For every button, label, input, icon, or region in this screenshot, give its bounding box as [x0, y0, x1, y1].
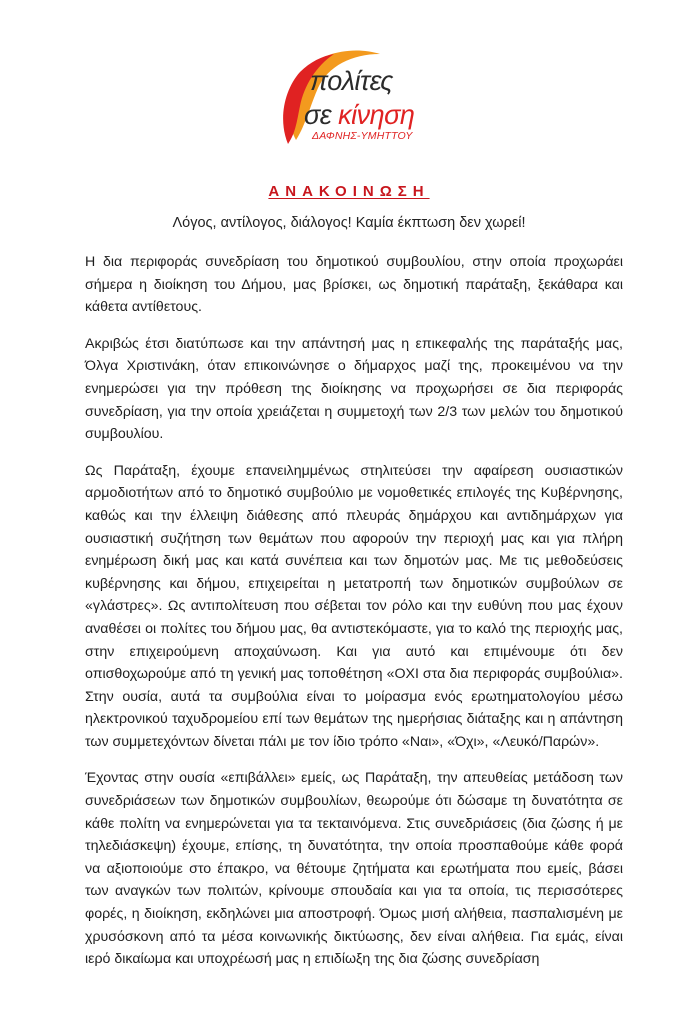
body-paragraph: Ως Παράταξη, έχουμε επανειλημμένως στηλιτεύσει την αφαίρεση ουσιαστικών αρμοδιοτήτων από το δημοτικό συμβούλιο με νομοθετικές επιλογές της Κυβέρνησης, καθώς και την έλλειψη διάθεσης από πλευράς δημάρχου και αντιδημάρχων για ουσιαστική συζήτηση των θεμάτων που αφορούν την περιοχή μας και για πλήρη ενημέρωση δική μας και κατά συνέπεια και των δημοτών μας. Με τις μεθοδεύσεις κυβέρνησης και δήμου, επιχειρείται η μετατροπή των δημοτικών συμβούλων σε «γλάστρες». Ως αντιπολίτευση που σέβεται τον ρόλο και την ευθύνη που μας έχουν αναθέσει οι πολίτες του δήμου μας, θα αντιστεκόμαστε, για το καλό της περιοχής μας, στην επιχειρούμενη αποχαύνωση. Και για αυτό και επιμένουμε ότι δεν οπισθοχωρούμε από τη γενική μας τοποθέτηση «ΟΧΙ στα δια περιφοράς συμβούλια». Στην ουσία, αυτά τα συμβούλια είναι το μοίρασμα ενός ερωτηματολογίου μέσω ηλεκτρονικού ταχυδρομείου επί των θεμάτων της ημερήσιας διάταξης και η απάντηση των συμμετεχόντων δίνεται πάλι με τον ίδιο τρόπο «Ναι», «Όχι», «Λευκό/Παρών». [85, 462, 623, 750]
logo-wordmark-kinisi: κίνηση [338, 100, 415, 130]
document-body [85, 251, 623, 985]
body-paragraph: Η δια περιφοράς συνεδρίαση του δημοτικού συμβουλίου, στην οποία προχωράει σήμερα η διοίκηση του Δήμου, μας βρίσκει, ως δημοτική παράταξη, ξεκάθαρα και κάθετα αντίθετους. [85, 254, 623, 316]
party-logo [282, 44, 438, 148]
body-paragraph: Έχοντας στην ουσία «επιβάλλει» εμείς, ως Παράταξη, την απευθείας μετάδοση των συνεδριάσεων των δημοτικών συμβουλίων, θεωρούμε ότι δώσαμε τη δυνατότητα σε κάθε πολίτη να ενημερώνεται για τα τεκταινόμενα. Στις συνεδριάσεις (δια ζώσης ή με τηλεδιάσκεψη) έχουμε, επίσης, τη δυνατότητα, την οποία προσπαθούμε κάθε φορά να αξιοποιούμε στο έπακρο, να θέτουμε ζητήματα και ερωτήματα που εμείς, βάσει των αναγκών των πολιτών, κρίνουμε σπουδαία και για τα οποία, τις περισσότερες φορές, η διοίκηση, εκδηλώνει μια αποστροφή. Όμως μισή αλήθεια, πασπαλισμένη με χρυσόσκονη από τα μέσα κοινωνικής δικτύωσης, δεν είναι αλήθεια. Για εμάς, είναι ιερό δικαίωμα και υποχρέωσή μας η επιδίωξη της δια ζώσης συνεδρίαση [85, 770, 623, 968]
logo-subtitle: ΔΑΦΝΗΣ-ΥΜΗΤΤΟΥ [312, 130, 413, 142]
logo-wordmark-line1: πολίτες [310, 66, 393, 96]
logo-wordmark-se: σε [304, 100, 339, 130]
document-subtitle: Λόγος, αντίλογος, διάλογος! Καμία έκπτωση δεν χωρεί! [172, 215, 526, 231]
logo-wordmark-line2 [304, 100, 414, 131]
body-paragraph: Ακριβώς έτσι διατύπωσε και την απάντησή μας η επικεφαλής της παράταξής μας, Όλγα Χριστινάκη, όταν επικοινώνησε ο δήμαρχος μαζί της, προκειμένου να την ενημερώσει για την πρόθεση της διοίκησης να προχωρήσει σε δια περιφοράς συνεδρίαση, για την οποία χρειάζεται η συμμετοχή των 2/3 των μελών του δημοτικού συμβουλίου. [85, 335, 623, 443]
document-title: ΑΝΑΚΟΙΝΩΣΗ [268, 183, 430, 200]
